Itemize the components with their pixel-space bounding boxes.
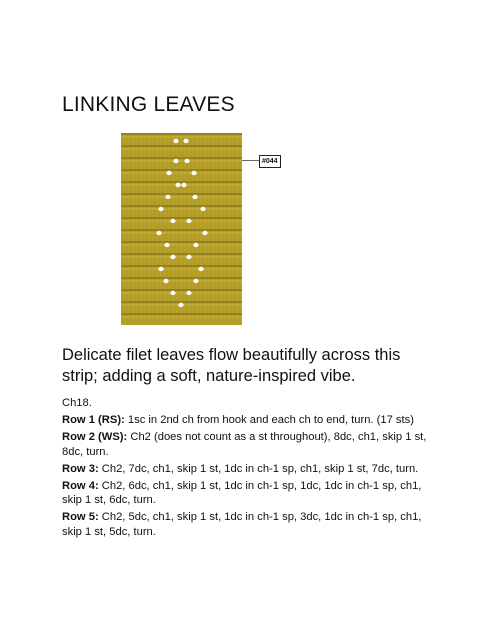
description: Delicate filet leaves flow beautifully across this strip; adding a soft, nature-inspired vibe.	[62, 346, 401, 385]
row-label: Row 5:	[62, 511, 99, 524]
row-label: Row 1 (RS):	[62, 414, 125, 427]
row-4	[62, 479, 432, 507]
row-3	[62, 462, 432, 476]
row-text: Ch2, 6dc, ch1, skip 1 st, 1dc in ch-1 sp, 1dc, 1dc in ch-1 sp, ch1, skip 1 st, 6dc, turn.	[62, 480, 422, 507]
pattern-instructions	[62, 396, 432, 542]
chain-instruction: Ch18.	[62, 397, 92, 409]
row-text: 1sc in 2nd ch from hook and each ch to end, turn. (17 sts)	[124, 414, 414, 427]
row-label: Row 2 (WS):	[62, 431, 128, 444]
row-label: Row 3:	[62, 462, 99, 475]
row-2	[62, 430, 432, 458]
row-label: Row 4:	[62, 480, 99, 493]
row-text: Ch2, 7dc, ch1, skip 1 st, 1dc in ch-1 sp, ch1, skip 1 st, 7dc, turn.	[98, 462, 419, 475]
swatch-photo	[121, 133, 242, 325]
row-text: Ch2, 5dc, ch1, skip 1 st, 1dc in ch-1 sp, 3dc, 1dc in ch-1 sp, ch1, skip 1 st, 5dc, turn.	[62, 511, 422, 538]
row-text: Ch2 (does not count as a st throughout), 8dc, ch1, skip 1 st, 8dc, turn.	[62, 431, 427, 458]
page-title: LINKING LEAVES	[62, 93, 235, 116]
row-5	[62, 510, 432, 538]
swatch-tag: #044	[259, 155, 281, 168]
tag-leader-line	[242, 160, 259, 161]
row-1	[62, 413, 432, 427]
crochet-swatch-image	[121, 133, 242, 325]
